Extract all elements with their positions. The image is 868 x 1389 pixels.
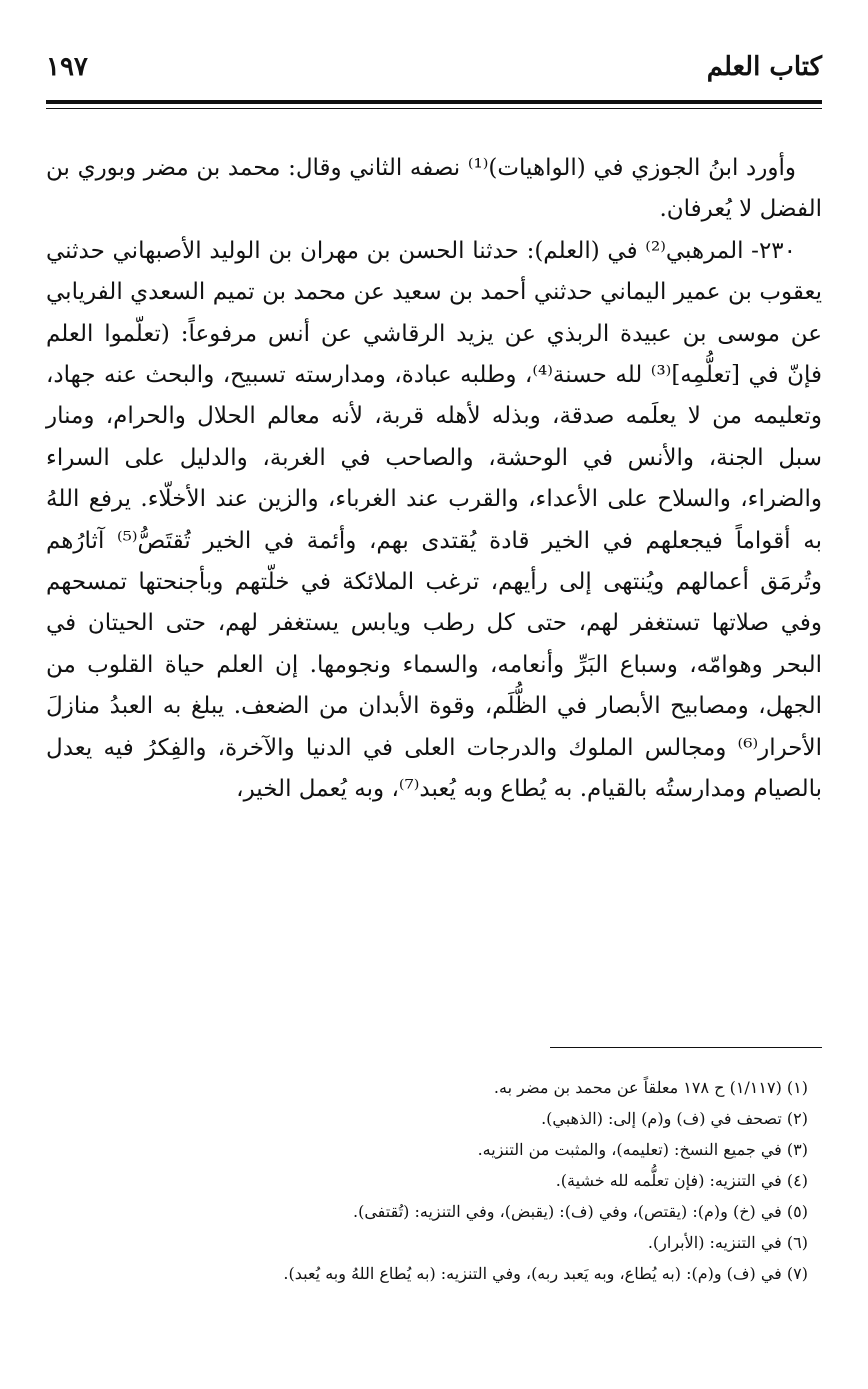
paragraph-hadith: ٢٣٠- المرهبي⁽²⁾ في (العلم): حدثنا الحسن بن مهران بن الوليد الأصبهاني حدثني يعقوب بن عمير اليماني حدثني أحمد بن سعيد عن محمد بن تميم السعدي الفريابي عن موسى بن عبيدة الربذي عن يزيد الرقاشي عن أنس مرفوعاً: (تعلّموا العلم فإنّ في [تعلُّمِه]⁽³⁾ لله حسنة⁽⁴⁾، وطلبه عبادة، ومدارسته تسبيح، والبحث عنه جهاد، وتعليمه من لا يعلَمه صدقة، وبذله لأهله قربة، لأنه معالم الحلال والحرام، ومنار سبل الجنة، والأنس في الوحشة، والصاحب في الغربة، والدليل على السراء والضراء، والسلاح على الأعداء، والقرب عند الغرباء، والزين عند الأخلّاء. يرفع اللهُ به أقواماً فيجعلهم في الخير قادة يُقتدى بهم، وأئمة في الخير تُقتَصُّ⁽⁵⁾ آثارُهم وتُرمَق أعمالهم ويُنتهى إلى رأيهم، ترغب الملائكة في خلّتهم وبأجنحتها تمسحهم وفي صلاتها تستغفر لهم، حتى كل رطب ويابس يستغفر لهم، حتى الحيتان في البحر وهوامّه، وسباع البَرِّ وأنعامه، والسماء ونجومها. إن العلم حياة القلوب من الجهل، ومصابيح الأبصار في الظُّلَم، وقوة الأبدان من الضعف. يبلغ به العبدُ منازلَ الأحرار⁽⁶⁾ ومجالس الملوك والدرجات العلى في الدنيا والآخرة، والفِكرُ فيه يعدل بالصيام ومدارستُه بالقيام. به يُطاع وبه يُعبد⁽⁷⁾، وبه يُعمل الخير، <box>46 237 822 803</box>
footnote-7: (٧) في (ف) و(م): (به يُطاع، وبه يَعبد ربه)، وفي التنزيه: (به يُطاع اللهُ وبه يُعبد). <box>283 1264 808 1283</box>
footnotes <box>46 1072 808 1289</box>
footnote-6: (٦) في التنزيه: (الأبرار). <box>647 1233 808 1252</box>
footnote-separator <box>550 1047 822 1048</box>
footnote-4: (٤) في التنزيه: (فإن تعلُّمه لله خشية). <box>555 1171 808 1190</box>
footnote-3: (٣) في جميع النسخ: (تعليمه)، والمثبت من التنزيه. <box>477 1140 808 1159</box>
header-rule-thick <box>46 100 822 104</box>
running-header <box>46 52 822 92</box>
footnote-2: (٢) تصحف في (ف) و(م) إلى: (الذهبي). <box>541 1109 808 1128</box>
paragraph-intro: وأورد ابنُ الجوزي في (الواهيات)⁽¹⁾ نصفه الثاني وقال: محمد بن مضر وبوري بن الفضل لا يُعرفان. <box>46 155 822 223</box>
footnote-1: (١) (١/١١٧) ح ١٧٨ معلقاً عن محمد بن مضر به. <box>493 1078 808 1097</box>
chapter-title: كتاب العلم <box>706 52 822 82</box>
footnote-5: (٥) في (خ) و(م): (يقتص)، وفي (ف): (يقبض)، وفي التنزيه: (تُقتفى). <box>353 1202 808 1221</box>
main-text <box>46 148 822 811</box>
header-rule-thin <box>46 108 822 109</box>
page-number: ١٩٧ <box>46 52 88 82</box>
